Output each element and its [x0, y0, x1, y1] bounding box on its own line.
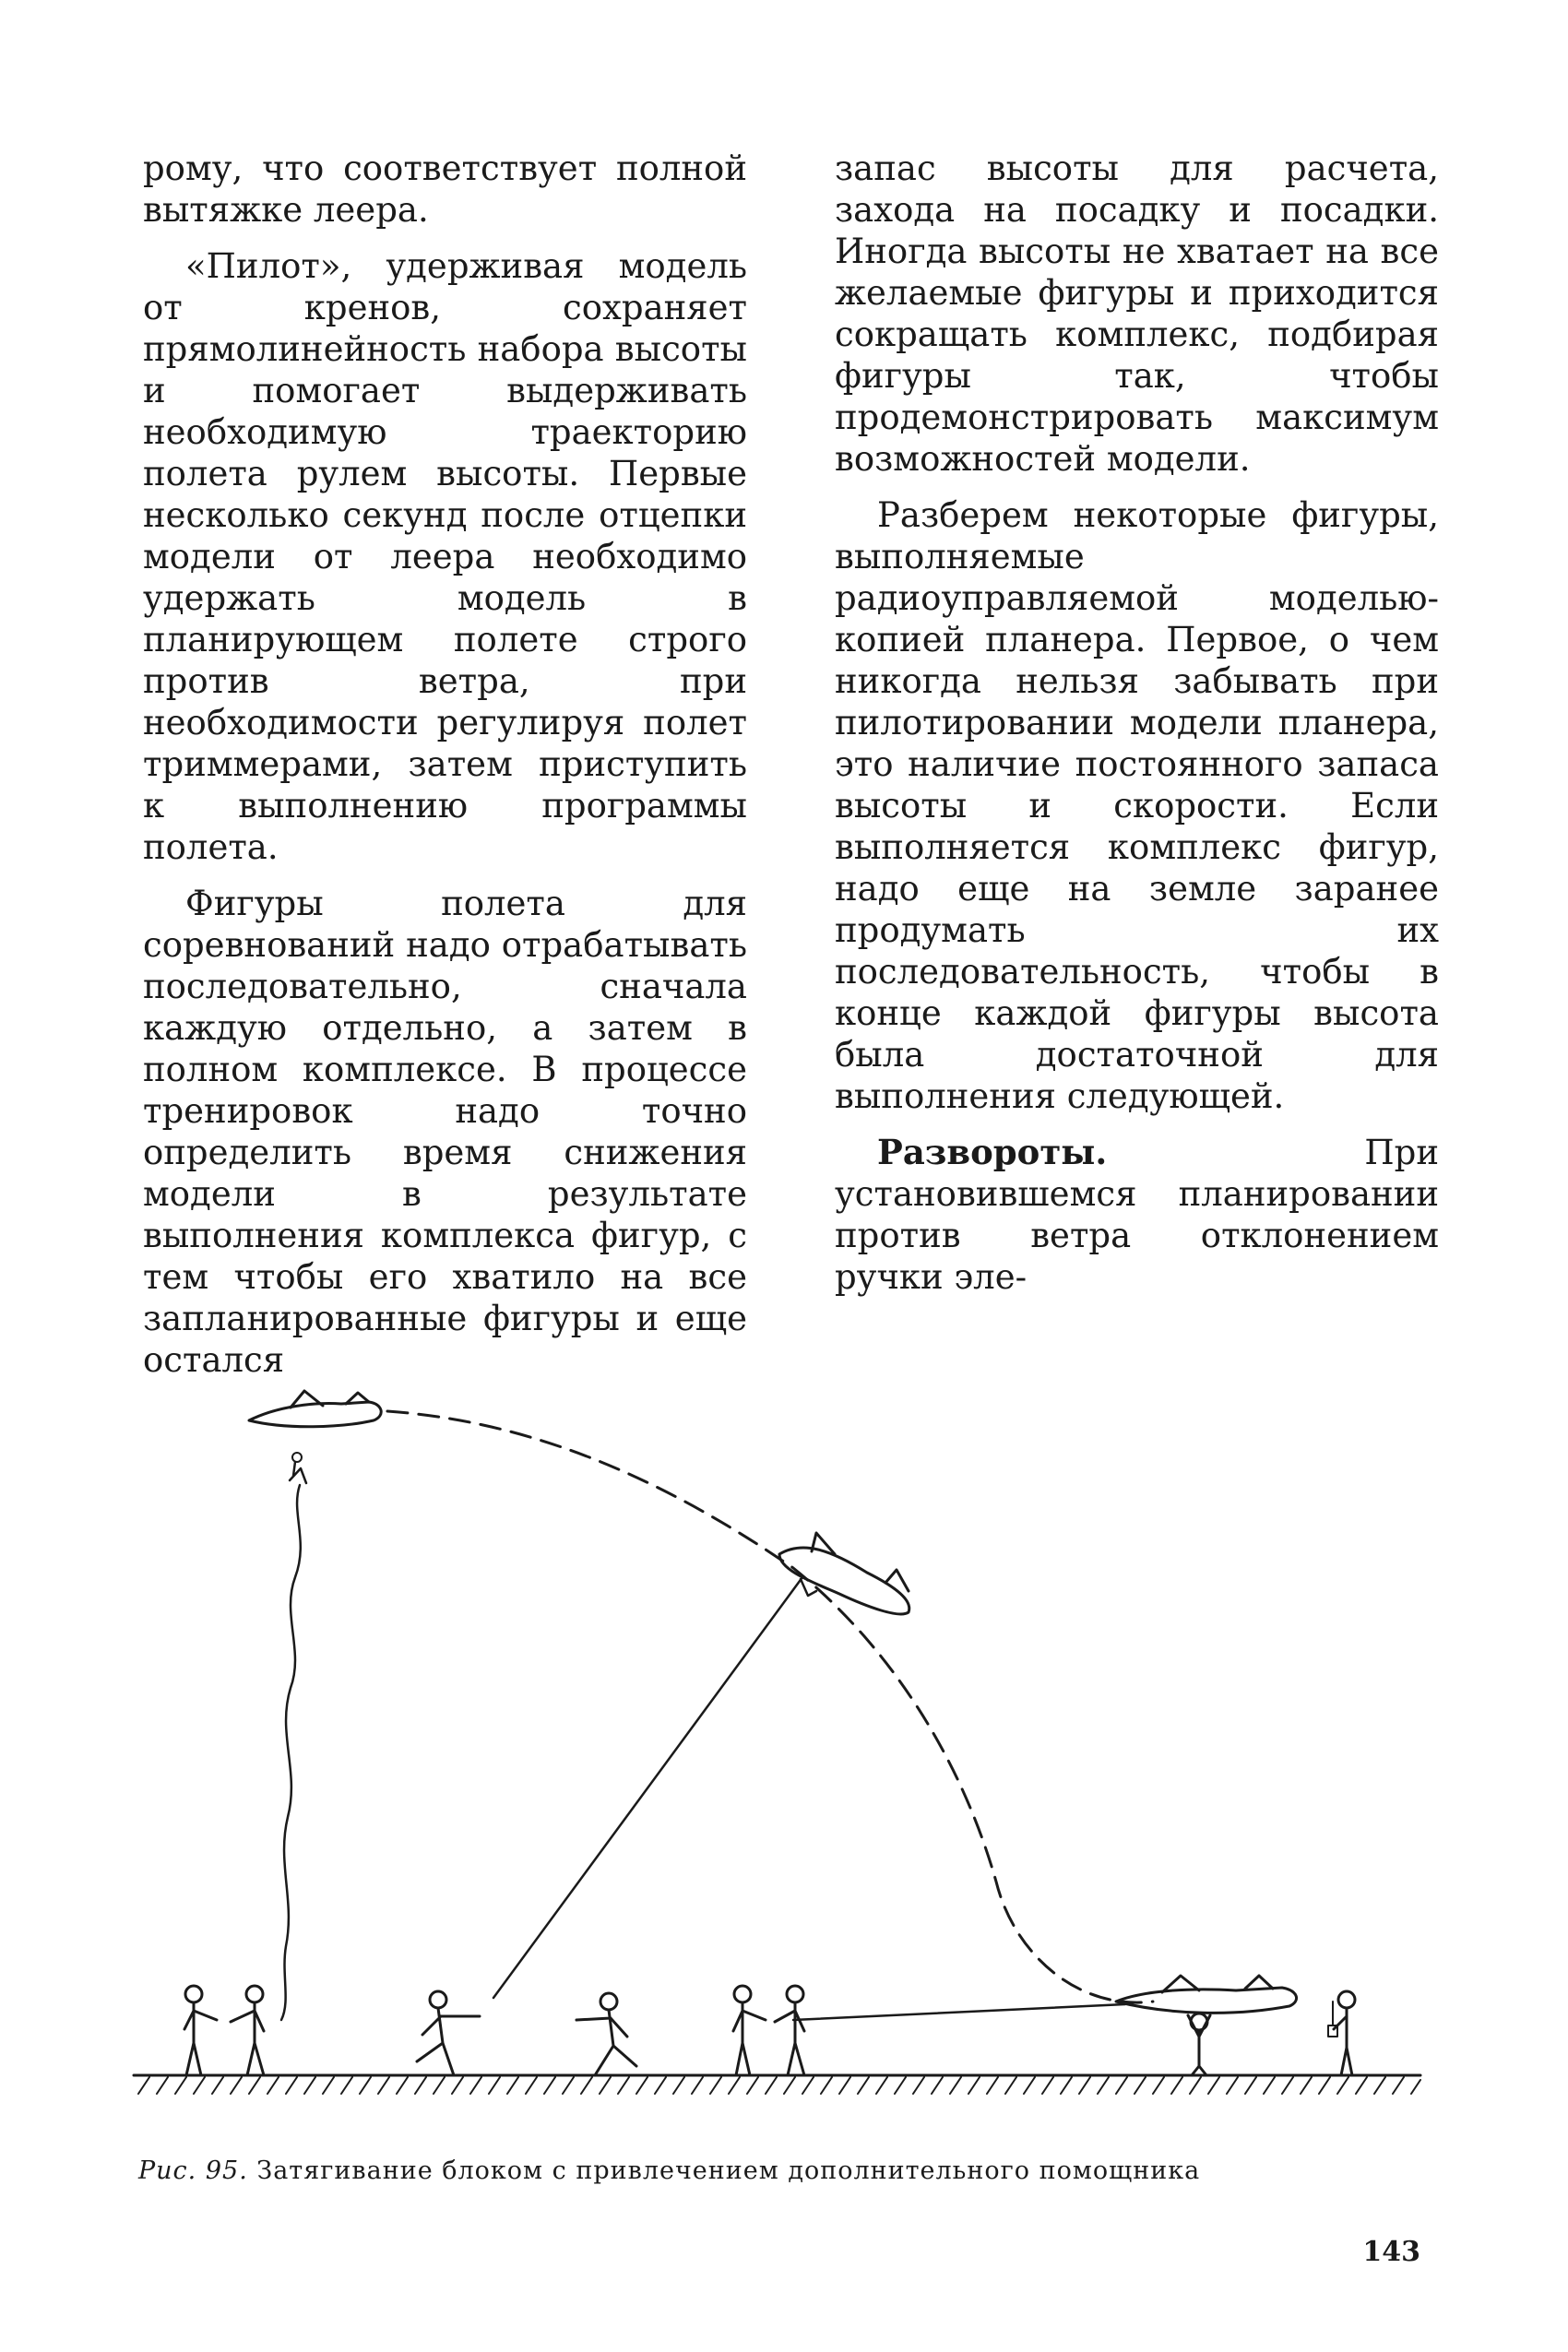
paragraph: «Пилот», удерживая модель от кренов, сохраняет прямолинейность набора высоты и помогает выдерживать необходимую траекторию полета рулем высоты. Первые несколько секунд после отцепки модели от леера необходимо удержать модель в планирующем полете строго против ветра, при необходимости регулируя полет триммерами, затем приступить к выполнению программы полета. [143, 246, 747, 867]
person-figure [231, 1986, 264, 2075]
flight-path-dashed [387, 1411, 1153, 2002]
glider-icon [1116, 1976, 1297, 2013]
figure-caption-text: Затягивание блоком с привлечением дополнительного помощника [247, 2156, 1201, 2185]
tow-ring [292, 1453, 302, 1462]
released-tow-line [281, 1485, 301, 2020]
person-figure [1328, 1991, 1355, 2075]
paragraph-turns [835, 1132, 1439, 1298]
person-figure [733, 1986, 766, 2075]
paragraph: запас высоты для расчета, захода на посадку и посадки. Иногда высоты не хватает на все желаемые фигуры и приходится сокращать комплекс, подбирая фигуры так, чтобы продемонстрировать максимум возможностей модели. [835, 148, 1439, 479]
tow-parachute [290, 1462, 306, 1483]
figure-label: Рис. 95. [138, 2156, 248, 2185]
tow-line [793, 2004, 1125, 2020]
person-figure [576, 1993, 636, 2075]
glider-icon [249, 1391, 381, 1427]
paragraph: Разберем некоторые фигуры, выполняемые радиоуправляемой моделью-копией планера. Первое, о чем никогда нельзя забывать при пилотировании модели планера, это наличие постоянного запаса высоты и скорости. Если выполняется комплекс фигур, надо еще на земле заранее продумать их последовательность, чтобы в конце каждой фигуры высота была достаточной для выполнения следующей. [835, 495, 1439, 1116]
paragraph: рому, что соответствует полной вытяжке леера. [143, 148, 747, 230]
person-figure [417, 1991, 480, 2075]
page-number: 143 [1362, 2236, 1420, 2268]
paragraph-text: При установившемся планировании против ветра отклонением ручки эле- [835, 1133, 1439, 1297]
person-figure [184, 1986, 217, 2075]
section-heading: Развороты. [877, 1132, 1108, 1172]
tow-line [493, 1577, 802, 1998]
person-figure [775, 1986, 804, 2075]
left-column [143, 148, 747, 1396]
paragraph: Фигуры полета для соревнований надо отрабатывать последовательно, сначала каждую отдельно, а затем в полном комплексе. В процессе тренировок надо точно определить время снижения модели в результате выполнения комплекса фигур, с тем чтобы его хватило на все запланированные фигуры и еще остался [143, 884, 747, 1380]
person-figure [1188, 2013, 1210, 2075]
figure-illustration [129, 1365, 1439, 2121]
figure-caption [138, 2156, 1430, 2185]
right-column [835, 148, 1439, 1313]
ground-hatching [138, 2077, 1420, 2094]
